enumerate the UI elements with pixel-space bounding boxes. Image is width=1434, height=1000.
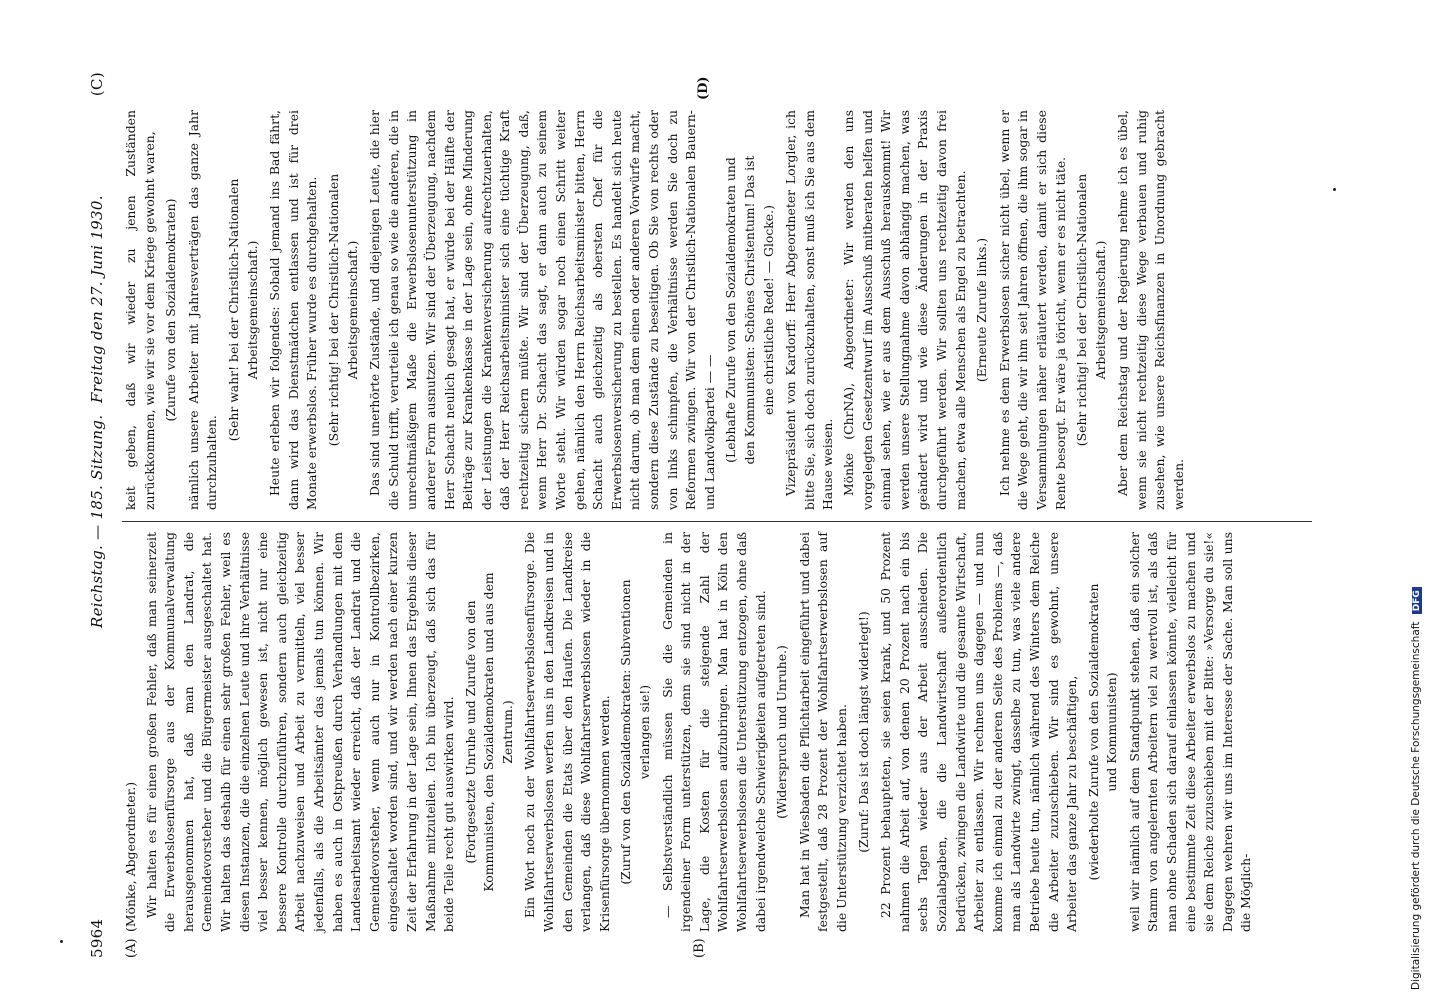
- scan-speck: [1333, 188, 1336, 191]
- dfg-logo: DFG: [1412, 587, 1422, 614]
- right-column: [122, 110, 1191, 510]
- paragraph: — Selbstverständlich müssen Sie die Gemeinden in irgendeiner Form unterstützen, denn sie sind nicht in der Lage, die Kosten für die steigende Zahl der Wohlfahrtserwerbslosen aufzubringen. Man hat in Köln den Wohlfahrtserwerbslosen die Unterstützung entzogen, ohne daß dabei irgendwelche Schwierigkeiten aufgetreten sind.: [659, 532, 768, 932]
- session-title: Reichstag. — 185. Sitzung.: [88, 414, 106, 628]
- credit-text: Digitalisierung gefördert durch die Deutsche Forschungsgemeinschaft: [1410, 621, 1422, 990]
- paragraph: 22 Prozent behaupteten, sie seien krank, und 50 Prozent nahmen die Arbeit auf, von denen 20 Prozent nach ein bis sechs Tagen wieder aus der Arbeit ausschieden. Die Sozialabgaben, die die Landwirtschaft außerordentlich bedrücken, zwingen die Landwirte und die gesamte Wirtschaft, Arbeiter zu entlassen. Wir rechnen uns dagegen — und nun komme ich einmal zu der anderen Seite des Problems —, daß man als Landwirte zwingt, dasselbe zu tun, was viele andere Betriebe heute tun, nämlich während des Winters dem Reiche die Arbeiter zuzuschieben. Wir sind es gewohnt, unsere Arbeiter das ganze Jahr zu beschäftigen,: [878, 532, 1080, 932]
- interjection: (Erneute Zurufe links.): [974, 237, 990, 383]
- interjection: (Widerspruch und Unruhe.): [774, 645, 790, 819]
- left-column: [122, 532, 1258, 932]
- interjection: (Fortgesetzte Unruhe und Zurufe von den Kommunisten, den Sozialdemokraten und aus dem Zentrum.): [462, 572, 515, 892]
- digitization-credit: [1410, 10, 1422, 990]
- interjection: (Sehr richtig! bei der Christlich-Nationalen Arbeitsgemeinschaft.): [325, 173, 360, 447]
- interjection: (Lebhafte Zurufe von den Sozialdemokraten und den Kommunisten: Schönes Christentum! Das ist eine christliche Rede! — Glocke.): [723, 155, 776, 465]
- paragraph: Das sind unerhörte Zustände, und diejenigen Leute, die hier die Schuld trifft, verurteile ich genau so wie die anderen, die in unrechtmäßigem Maße die Erwerbslosenunterstützung in anderer Form ausnutzen. Wir sind der Überzeugung, nachdem Herr Schacht neulich gesagt hat, er würde bei der Hälfte der Beiträge zur Krankenkasse in der Lage sein, ohne Minderung der Leistungen die Krankenversicherung aufrechtzuerhalten, daß der Herr Reichsarbeitsminister sich eine tüchtige Kraft rechtzeitig sichern müßte. Wir sind der Überzeugung, daß, wenn Herr Dr. Schacht das sagt, er dann auch zu seinem Worte steht. Wir würden sogar noch einen Schritt weiter gehen, nämlich den Herrn Reichsarbeitsminister bitten, Herrn Schacht auch gleichzeitig als obersten Chef für die Erwerbslosenversicherung zu bestellen. Es handelt sich heute nicht darum, ob man dem einen oder anderen Vorwürfe macht, sondern diese Zustände zu beseitigen. Ob Sie von rechts oder von links schimpfen, die Verhältnisse werden Sie doch zu Reformen zwingen. Wir von der Christlich-Nationalen Bauern- und Landvolkpartei — —: [367, 110, 717, 510]
- column-divider: [122, 521, 1312, 522]
- scan-speck: [60, 940, 63, 943]
- paragraph: Man hat in Wiesbaden die Pflichtarbeit eingeführt und dabei festgestellt, daß 28 Prozent der Wohlfahrtserwerbslosen auf die Unterstützung verzichtet haben.: [796, 532, 849, 932]
- interjection: (Zurufe von den Sozialdemokraten): [163, 198, 179, 422]
- paragraph: Aber dem Reichstag und der Regierung nehme ich es übel, wenn sie nicht rechtzeitig diese Wege verbauen und ruhig zusehen, wie unsere Reichsfinanzen in Unordnung gebracht werden.: [1115, 110, 1187, 510]
- paragraph: Wir halten es für einen großen Fehler, daß man seinerzeit die Erwerbslosenfürsorge aus der Kommunalverwaltung herausgenommen hat, daß man den Landrat, die Gemeindevorsteher und die Bürgermeister ausgeschaltet hat. Wir halten das deshalb für einen sehr großen Fehler, weil es diesen Instanzen, die die einzelnen Leute und ihre Verhältnisse viel besser kennen, möglich gewesen ist, nicht nur eine bessere Kontrolle durchzuführen, sondern auch gleichzeitig Arbeit nachzuweisen und Arbeit zu vermitteln, viel besser jedenfalls, als die Arbeitsämter das jemals tun können. Wir haben es auch in Ostpreußen durch Verhandlungen mit dem Landesarbeitsamt wieder erreicht, daß der Landrat und die Gemeindevorsteher, wenn auch nur in Kontrollbezirken, eingeschaltet worden sind, und wir werden nach einer kurzen Zeit der Erfahrung in der Lage sein, Ihnen das Ergebnis dieser Maßnahme mitzuteilen. Ich bin überzeugt, daß sich das für beide Teile recht gut auswirken wird.: [143, 532, 457, 932]
- interjection: (wiederholte Zurufe von den Sozialdemokraten und Kommunisten): [1085, 583, 1120, 881]
- paragraph: Heute erleben wir folgendes: Sobald jemand ins Bad fährt, dann wird das Dienstmädchen entlassen und ist für drei Monate erwerbslos. Früher wurde es durchgehalten.: [267, 110, 320, 510]
- paragraph: weil wir nämlich auf dem Standpunkt stehen, daß ein solcher Stamm von angelernten Arbeitern viel zu wertvoll ist, als daß man ohne Schaden sich darauf einlassen könnte, vielleicht für eine bestimmte Zeit diese Arbeiter erwerbslos zu machen und sie dem Reiche zuzuschieben mit der Bitte: »Versorge du sie!« Dagegen wehren wir uns im Interesse der Sache. Man soll uns die Möglich-: [1126, 532, 1254, 932]
- vice-president-remark: Vizepräsident von Kardorff: Herr Abgeordneter Lorgler, ich bitte Sie, sich doch zurückzuhalten, sonst muß ich Sie aus dem Hause weisen.: [783, 110, 836, 510]
- paragraph: keit geben, daß wir wieder zu jenen Zuständen zurückkommen, wie wir sie vor dem Kriege gewohnt waren,: [123, 110, 157, 510]
- interjection: (Zuruf: Das ist doch längst widerlegt!): [855, 611, 871, 853]
- page-header: [88, 72, 112, 958]
- paragraph: nämlich unsere Arbeiter mit Jahresverträgen das ganze Jahr durchzuhalten.: [185, 110, 220, 510]
- paragraph: Ich nehme es dem Erwerbslosen sicher nicht übel, wenn er die Wege geht, die wir ihm seit Jahren öffnen, die ihm sogar in Versammlungen näher erläutert werden, damit er sich diese Rente besorgt. Er wäre ja töricht, wenn er es nicht täte.: [996, 110, 1068, 510]
- interjection: (Sehr wahr! bei der Christlich-Nationalen Arbeitsgemeinschaft.): [225, 178, 260, 442]
- interjection: (Zuruf von den Sozialdemokraten: Subventionen verlangen sie!): [618, 579, 653, 885]
- session-date: Freitag den 27. Juni 1930.: [88, 195, 106, 403]
- margin-mark-a: (A): [124, 938, 139, 958]
- speaker-continuation: (Mönke, Abgeordneter.): [123, 781, 138, 932]
- interjection: (Sehr richtig! bei der Christlich-Nationalen Arbeitsgemeinschaft.): [1074, 173, 1108, 447]
- margin-mark-c: (C): [88, 72, 106, 97]
- paragraph: Ein Wort noch zu der Wohlfahrtserwerbslosenfürsorge. Die Wohlfahrtserwerbslosen werfen uns in den Landkreisen und in den Gemeinden die Etats über den Haufen. Die Landkreise verlangen, daß diese Wohlfahrtserwerbslosen wieder in die Krisenfürsorge übernommen werden.: [522, 532, 612, 932]
- margin-mark-b: (B): [692, 938, 707, 958]
- speaker-paragraph: Mönke (ChrNA), Abgeordneter: Wir werden den uns vorgelegten Gesetzentwurf im Ausschuß mitberaten helfen und einmal sehen, wie er aus dem Ausschuß herauskommt! Wir werden unsere Stellungnahme davon abhängig machen, was geändert wird und wie diese Änderungen in der Praxis durchgeführt werden. Wir sollten uns rechtzeitig davon frei machen, etwa alle Menschen als Engel zu betrachten.: [840, 110, 968, 510]
- margin-mark-d: (D): [696, 76, 711, 100]
- rotated-document-page: [88, 72, 1318, 958]
- page-number: 5964: [88, 918, 106, 958]
